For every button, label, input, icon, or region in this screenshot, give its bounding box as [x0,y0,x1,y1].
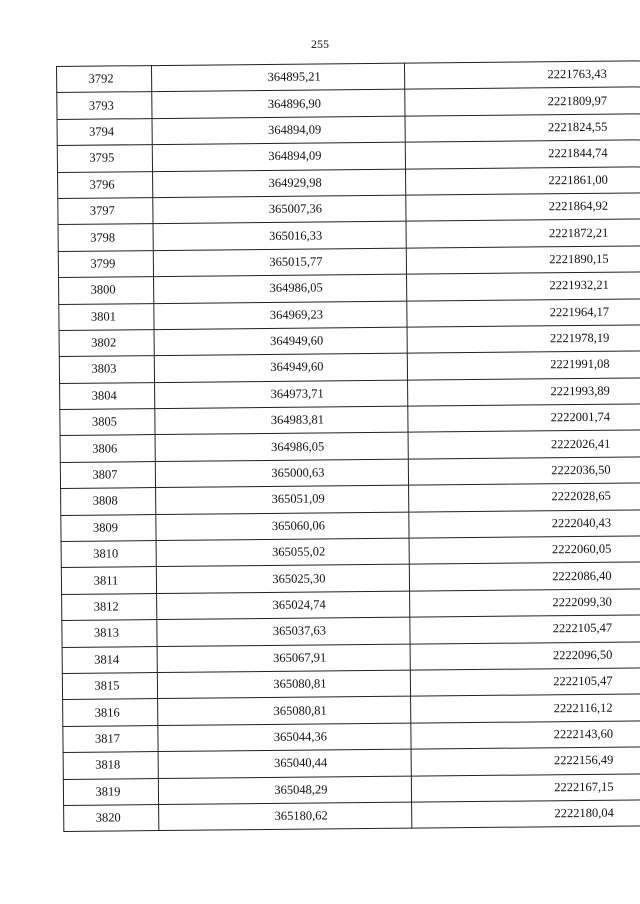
y-coordinate-cell: 2222096,50 [410,641,640,670]
y-coordinate-cell: 2221864,92 [406,192,640,221]
point-number-cell: 3815 [62,673,157,700]
page-number: 255 [311,37,329,51]
x-coordinate-cell: 365080,81 [158,697,411,726]
table-row [64,799,640,832]
x-coordinate-cell: 364986,05 [155,433,408,462]
y-coordinate-cell: 2222116,12 [411,694,640,723]
x-coordinate-cell: 364895,21 [152,63,405,92]
x-coordinate-cell: 365007,36 [153,195,406,224]
point-number-cell: 3801 [59,303,154,330]
y-coordinate-cell: 2221809,97 [405,87,640,116]
x-coordinate-cell: 364973,71 [155,380,408,409]
y-coordinate-cell: 2222026,41 [408,430,640,459]
point-number-cell: 3820 [64,804,159,831]
y-coordinate-cell: 2221991,08 [407,351,640,380]
x-coordinate-cell: 365040,44 [158,749,411,778]
x-coordinate-cell: 364929,98 [153,169,406,198]
point-number-cell: 3813 [62,620,157,647]
coordinates-table-body [57,60,640,831]
y-coordinate-cell: 2222105,47 [410,667,640,696]
y-coordinate-cell: 2221993,89 [408,377,640,406]
point-number-cell: 3793 [57,92,152,119]
x-coordinate-cell: 365044,36 [158,723,411,752]
point-number-cell: 3804 [60,382,155,409]
x-coordinate-cell: 365067,91 [157,644,410,673]
x-coordinate-cell: 365048,29 [158,776,411,805]
y-coordinate-cell: 2222156,49 [411,746,640,775]
y-coordinate-cell: 2221763,43 [404,60,640,89]
x-coordinate-cell: 364894,09 [152,116,405,145]
point-number-cell: 3818 [63,752,158,779]
x-coordinate-cell: 364969,23 [154,301,407,330]
y-coordinate-cell: 2222143,60 [411,720,640,749]
point-number-cell: 3812 [62,593,157,620]
point-number-cell: 3806 [60,435,155,462]
x-coordinate-cell: 365016,33 [153,221,406,250]
x-coordinate-cell: 364983,81 [155,406,408,435]
point-number-cell: 3794 [57,118,152,145]
point-number-cell: 3802 [59,329,154,356]
coordinates-table [56,60,640,832]
x-coordinate-cell: 365015,77 [153,248,406,277]
y-coordinate-cell: 2222105,47 [410,615,640,644]
point-number-cell: 3799 [58,250,153,277]
point-number-cell: 3816 [63,699,158,726]
y-coordinate-cell: 2221932,21 [407,271,640,300]
point-number-cell: 3800 [59,277,154,304]
x-coordinate-cell: 365037,63 [157,617,410,646]
point-number-cell: 3809 [61,514,156,541]
point-number-cell: 3805 [60,409,155,436]
point-number-cell: 3797 [58,198,153,225]
y-coordinate-cell: 2221978,19 [407,324,640,353]
x-coordinate-cell: 364949,60 [154,353,407,382]
y-coordinate-cell: 2221890,15 [406,245,640,274]
y-coordinate-cell: 2221824,55 [405,113,640,142]
y-coordinate-cell: 2222036,50 [408,456,640,485]
point-number-cell: 3811 [61,567,156,594]
coordinates-table-wrapper [56,61,617,833]
y-coordinate-cell: 2222180,04 [412,799,640,828]
x-coordinate-cell: 365080,81 [157,670,410,699]
y-coordinate-cell: 2222060,05 [409,535,640,564]
point-number-cell: 3808 [61,488,156,515]
point-number-cell: 3796 [58,171,153,198]
y-coordinate-cell: 2222001,74 [408,403,640,432]
point-number-cell: 3795 [57,145,152,172]
x-coordinate-cell: 364894,09 [152,142,405,171]
y-coordinate-cell: 2221872,21 [406,219,640,248]
point-number-cell: 3819 [63,778,158,805]
x-coordinate-cell: 365000,63 [155,459,408,488]
x-coordinate-cell: 364949,60 [154,327,407,356]
x-coordinate-cell: 364896,90 [152,90,405,119]
point-number-cell: 3817 [63,725,158,752]
y-coordinate-cell: 2222028,65 [409,483,640,512]
y-coordinate-cell: 2221844,74 [405,139,640,168]
x-coordinate-cell: 365180,62 [159,802,412,831]
x-coordinate-cell: 365055,02 [156,538,409,567]
y-coordinate-cell: 2222167,15 [411,773,640,802]
point-number-cell: 3810 [61,541,156,568]
x-coordinate-cell: 365024,74 [157,591,410,620]
y-coordinate-cell: 2222086,40 [409,562,640,591]
point-number-cell: 3798 [58,224,153,251]
y-coordinate-cell: 2222040,43 [409,509,640,538]
point-number-cell: 3792 [57,66,152,93]
point-number-cell: 3807 [60,461,155,488]
point-number-cell: 3814 [62,646,157,673]
y-coordinate-cell: 2221861,00 [406,166,640,195]
x-coordinate-cell: 365051,09 [156,485,409,514]
x-coordinate-cell: 365025,30 [156,565,409,594]
x-coordinate-cell: 364986,05 [154,274,407,303]
y-coordinate-cell: 2221964,17 [407,298,640,327]
x-coordinate-cell: 365060,06 [156,512,409,541]
point-number-cell: 3803 [59,356,154,383]
y-coordinate-cell: 2222099,30 [410,588,640,617]
